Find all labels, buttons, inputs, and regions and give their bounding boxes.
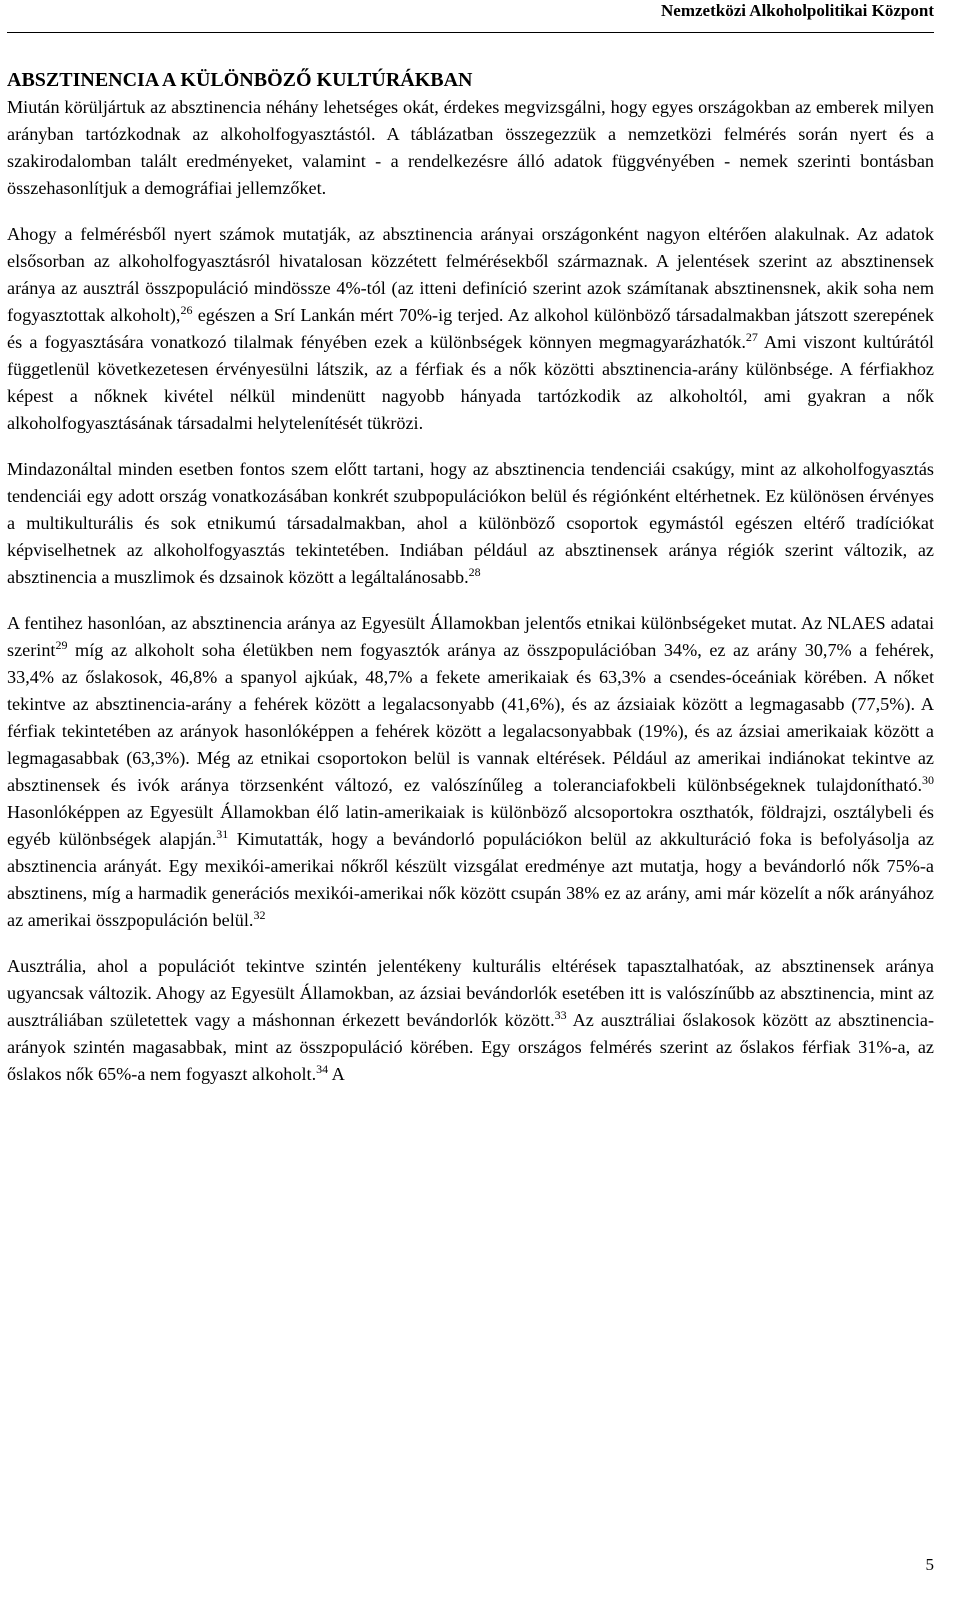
footnote-ref: 26 [180,303,193,317]
paragraph [7,456,934,591]
paragraph-text: Mindazonáltal minden esetben fontos szem előtt tartani, hogy az absztinencia tendenciái csakúgy, mint az alkoholfogyasztás tendenciái egy adott ország vonatkozásában konkrét szubpopulációkon belül és régiónként eltérhetnek. Ez különösen érvényes a multikulturális és sok etnikumú társadalmakban, ahol a különböző csoportok egymástól egészen eltérő tradíciókat képviselhetnek az alkoholfogyasztás tekintetében. Indiában például az absztinensek aránya régiók szerint változik, az absztinencia a muszlimok és dzsainok között a legáltalánosabb. [7,459,934,587]
footnote-ref: 28 [468,565,481,579]
header-rule [7,32,934,33]
footnote-ref: 32 [253,908,266,922]
paragraph-text: Ami viszont kultúrától függetlenül következetesen érvényesülni látszik, az a férfiak és a nők közötti absztinencia-arány különbsége. A férfiakhoz képest a nőknek kivétel nélkül mindenütt nagyobb hányada tartózkodik az alkoholtól, ami gyakran a nők alkoholfogyasztásának társadalmi helytelenítését tükrözi. [7,332,934,433]
paragraph-text: A [328,1064,345,1084]
paragraph [7,221,934,437]
page-number: 5 [925,1555,934,1574]
running-header: Nemzetközi Alkoholpolitikai Központ [661,1,934,20]
paragraph-text: egészen a Srí Lankán mért 70%-ig terjed. Az alkohol különböző társadalmakban játszott szerepének és a fogyasztására vonatkozó tilalmak fényében ezek a különbségek könnyen megmagyarázhatók. [7,305,934,352]
paragraph-text: Ahogy a felmérésből nyert számok mutatják, az absztinencia arányai országonként nagyon eltérően alakulnak. Az adatok elsősorban az alkoholfogyasztásról hivatalosan közzétett felmérésekből származnak. A jelentések szerint az absztinensek aránya az ausztrál összpopuláció mindössze 4%-tól (az itteni definíció szerint azok számítanak absztinensnek, akik soha nem fogyasztottak alkoholt), [7,224,934,325]
paragraph-text: Az ausztráliai őslakosok között az absztinencia-arányok szintén magasabbak, mint az összpopuláció körében. Egy országos felmérés szerint az őslakos férfiak 31%-a, az őslakos nők 65%-a nem fogyaszt alkoholt. [7,1010,935,1084]
footnote-ref: 30 [922,773,934,787]
footnote-ref: 29 [55,638,68,652]
paragraph-text: Miután körüljártuk az absztinencia néhány lehetséges okát, érdekes megvizsgálni, hogy egyes országokban az emberek milyen arányban tartózkodnak az alkoholfogyasztástól. A táblázatban összegezzük a nemzetközi felmérés során nyert és a szakirodalomban talált eredményeket, valamint - a rendelkezésre álló adatok függvényében - nemek szerinti bontásban összehasonlítjuk a demográfiai jellemzőket. [7,97,934,198]
footnote-ref: 27 [745,330,758,344]
paragraph-text: Kimutatták, hogy a bevándorló populációkon belül az akkulturáció foka is befolyásolja az absztinencia arányát. Egy mexikói-amerikai nőkről készült vizsgálat eredménye azt mutatja, hogy a bevándorló nők 75%-a absztinens, míg a harmadik generációs mexikói-amerikai nők között csupán 38% ez az arány, ami már közelít a nők arányához az amerikai összpopuláción belül. [7,829,934,930]
paragraph-container [7,94,934,1088]
paragraph-text: míg az alkoholt soha életükben nem fogyasztók aránya az összpopulációban 34%, ez az arány 30,7% a fehérek, 33,4% az őslakosok, 46,8% a spanyol ajkúak, 48,7% a fekete amerikaiak és 63,3% a csendes-óceániak körében. A nőket tekintve az absztinencia-arány a fehérek között a legalacsonyabb (41,6%), és az ázsiaiak között a legmagasabb (77,5%). A férfiak tekintetében az arányok hasonlóképpen a fehérek között a legalacsonyabbak (19%), és az ázsiai amerikaiak között a legmagasabbak (63,3%). Még az etnikai csoportokon belül is vannak eltérések. Például az amerikai indiánokat tekintve az absztinensek és ivók aránya törzsenként változó, ez valószínűleg a toleranciafokbeli különbségeknek tulajdonítható. [7,640,934,795]
paragraph-text: Ausztrália, ahol a populációt tekintve szintén jelentékeny kulturális eltérések tapasztalhatóak, az absztinensek aránya ugyancsak változik. Ahogy az Egyesült Államokban, az ázsiai bevándorlók esetében itt is valószínűbb az absztinencia, mint az ausztráliában születettek vagy a máshonnan érkezett bevándorlók között. [7,956,934,1030]
paragraph-text: A fentihez hasonlóan, az absztinencia aránya az Egyesült Államokban jelentős etnikai különbségeket mutat. Az NLAES adatai szerint [7,613,934,660]
section-title: ABSZTINENCIA A KÜLÖNBÖZŐ KULTÚRÁKBAN [7,69,473,91]
paragraph [7,610,934,934]
paragraph [7,94,934,202]
document-body [7,66,934,1107]
footnote-ref: 34 [316,1062,329,1076]
paragraph-text: Hasonlóképpen az Egyesült Államokban élő latin-amerikaiak is különböző alcsoportokra oszthatók, földrajzi, osztálybeli és egyéb különbségek alapján. [7,802,934,849]
footnote-ref: 33 [554,1008,567,1022]
paragraph [7,953,934,1088]
footnote-ref: 31 [216,827,229,841]
